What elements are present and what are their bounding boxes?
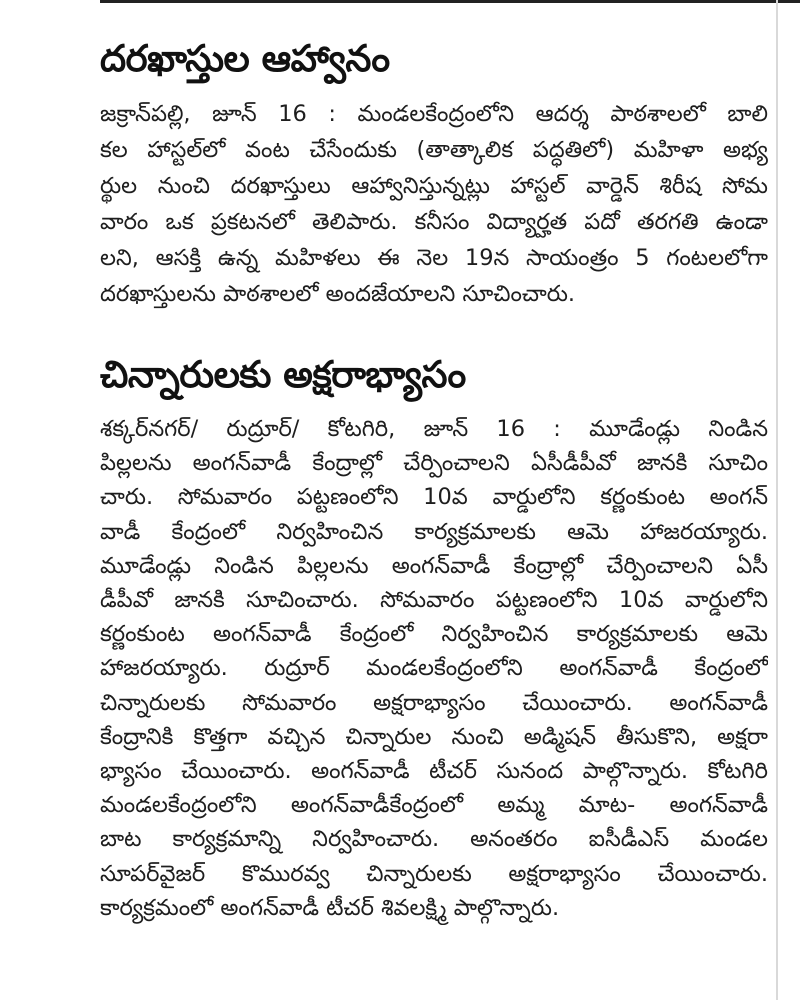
headline: దరఖాస్తుల ఆహ్వానం (100, 37, 390, 80)
body-line: పిల్లలను అంగన్‌వాడీ కేంద్రాల్లో చేర్పించాలని ఏసీడీపీవో జానకి సూచిం (100, 450, 768, 477)
article-akshara-abhyasam (100, 338, 768, 925)
body-line: చారు. సోమవారం పట్టణంలోని 10వ వార్డులోని కర్ణంకుంట అంగన్ (100, 484, 768, 511)
article-applications-invited (100, 22, 768, 312)
body-line: హాజరయ్యారు. రుద్రూర్ మండలకేంద్రంలోని అంగన్‌వాడీ కేంద్రంలో (100, 655, 768, 682)
body-line: కేంద్రానికి కొత్తగా వచ్చిన చిన్నారుల నుంచి అడ్మిషన్ తీసుకొని, అక్షరా (100, 723, 768, 750)
top-rule (100, 0, 800, 3)
body-line: లని, ఆసక్తి ఉన్న మహిళలు ఈ నెల 19న సాయంత్రం 5 గంటలలోగా (100, 245, 768, 271)
headline: చిన్నారులకు అక్షరాభ్యాసం (100, 353, 466, 396)
body-line: చిన్నారులకు సోమవారం అక్షరాభ్యాసం చేయించారు. అంగన్‌వాడీ (100, 689, 768, 716)
body-line: ర్థుల నుంచి దరఖాస్తులు ఆహ్వానిస్తున్నట్లు హాస్టల్ వార్డెన్ శిరీష సోమ (100, 173, 768, 199)
column-divider (776, 0, 778, 1000)
body-line: జక్రాన్‌పల్లి, జూన్ 16 : మండలకేంద్రంలోని ఆదర్శ పాఠశాలలో బాలి (100, 101, 768, 127)
body-line: బాట కార్యక్రమాన్ని నిర్వహించారు. అనంతరం ఐసీడీఎస్ మండల (100, 826, 768, 853)
body-line: వాడీ కేంద్రంలో నిర్వహించిన కార్యక్రమాలకు ఆమె హాజరయ్యారు. (100, 518, 768, 545)
body-line: మూడేండ్లు నిండిన పిల్లలను అంగన్‌వాడీ కేంద్రాల్లో చేర్పించాలని ఏసీ (100, 552, 768, 579)
body-line: శక్కర్‌నగర్/ రుద్రూర్/ కోటగిరి, జూన్ 16 : మూడేండ్లు నిండిన (100, 416, 768, 442)
body-line: భ్యాసం చేయించారు. అంగన్‌వాడీ టీచర్ సునంద పాల్గొన్నారు. కోటగిరి (100, 758, 768, 785)
body-line: దరఖాస్తులను పాఠశాలలో అందజేయాలని సూచించారు. (100, 281, 576, 307)
article-body (100, 412, 768, 925)
body-line: డీపీవో జానకి సూచించారు. సోమవారం పట్టణంలోని 10వ వార్డులోని (100, 587, 768, 614)
body-line: వారం ఒక ప్రకటనలో తెలిపారు. కనీసం విద్యార్హత పదో తరగతి ఉండా (100, 209, 768, 235)
body-line: మండలకేంద్రంలోని అంగన్‌వాడీకేంద్రంలో అమ్మ మాట- అంగన్‌వాడీ (100, 792, 768, 819)
body-line: సూపర్‌వైజర్ కొమురవ్వ చిన్నారులకు అక్షరాభ్యాసం చేయించారు. (100, 860, 768, 887)
body-line: కార్యక్రమంలో అంగన్‌వాడీ టీచర్ శివలక్ష్మి పాల్గొన్నారు. (100, 894, 560, 921)
article-body (100, 96, 768, 312)
body-line: కర్ణంకుంట అంగన్‌వాడీ కేంద్రంలో నిర్వహించిన కార్యక్రమాలకు ఆమె (100, 621, 768, 648)
body-line: కల హాస్టల్‌లో వంట చేసేందుకు (తాత్కాలిక పద్ధతిలో) మహిళా అభ్య (100, 137, 768, 163)
